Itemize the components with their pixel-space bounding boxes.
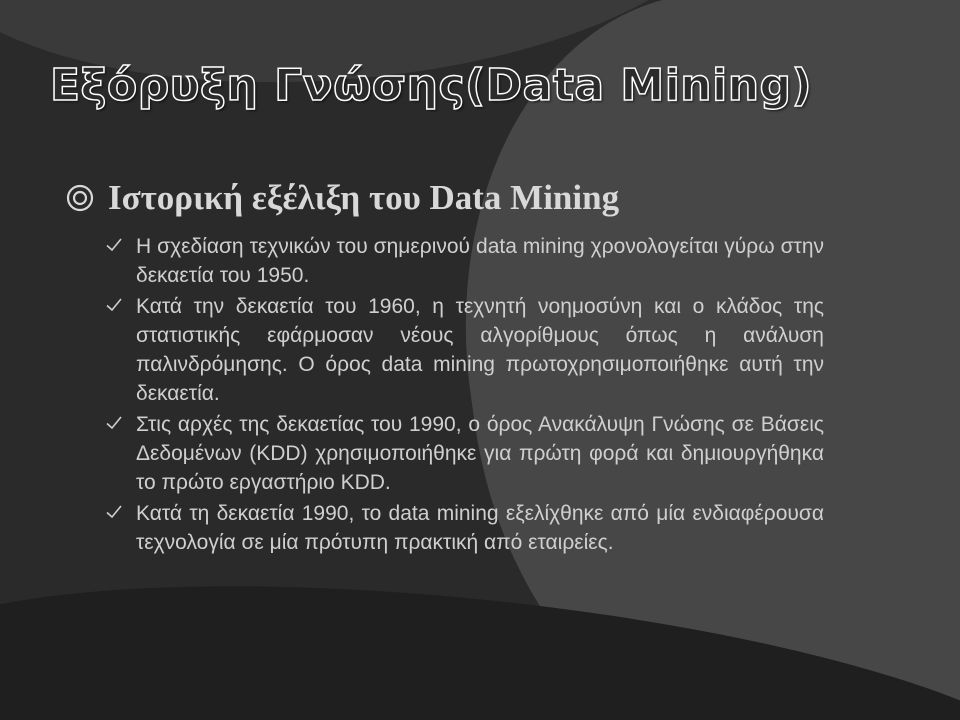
bullet-item — [104, 232, 824, 290]
checkmark-icon — [104, 414, 124, 432]
checkmark-icon — [104, 296, 124, 314]
bullet-item — [104, 410, 824, 497]
slide-title: Εξόρυξη Γνώσης(Data Mining) — [50, 60, 813, 111]
bullet-text: Η σχεδίαση τεχνικών του σημερινού data mining χρονολογείται γύρω στην δεκαετία του 1950. — [136, 235, 824, 287]
checkmark-icon — [104, 236, 124, 254]
bullet-item — [104, 292, 824, 408]
bullet-list — [104, 232, 824, 559]
bullet-item — [104, 499, 824, 557]
bullet-text: Κατά την δεκαετία του 1960, η τεχνητή νοημοσύνη και ο κλάδος της στατιστικής εφάρμοσαν νέους αλγορίθμους όπως η ανάλυση παλινδρόμησης. Ο όρος data mining πρωτοχρησιμοποιήθηκε αυτή την δεκαετία. — [136, 295, 824, 405]
section-heading — [66, 178, 619, 218]
target-circle-icon — [66, 184, 94, 212]
bullet-text: Στις αρχές της δεκαετίας του 1990, ο όρος Ανακάλυψη Γνώσης σε Βάσεις Δεδομένων (KDD) χρησιμοποιήθηκε για πρώτη φορά και δημιουργήθηκα το πρώτο εργαστήριο KDD. — [136, 413, 824, 494]
bullet-text: Κατά τη δεκαετία 1990, το data mining εξελίχθηκε από μία ενδιαφέρουσα τεχνολογία σε μία πρότυπη πρακτική από εταιρείες. — [136, 502, 824, 554]
section-heading-text: Ιστορική εξέλιξη του Data Mining — [108, 178, 620, 217]
checkmark-icon — [104, 503, 124, 521]
